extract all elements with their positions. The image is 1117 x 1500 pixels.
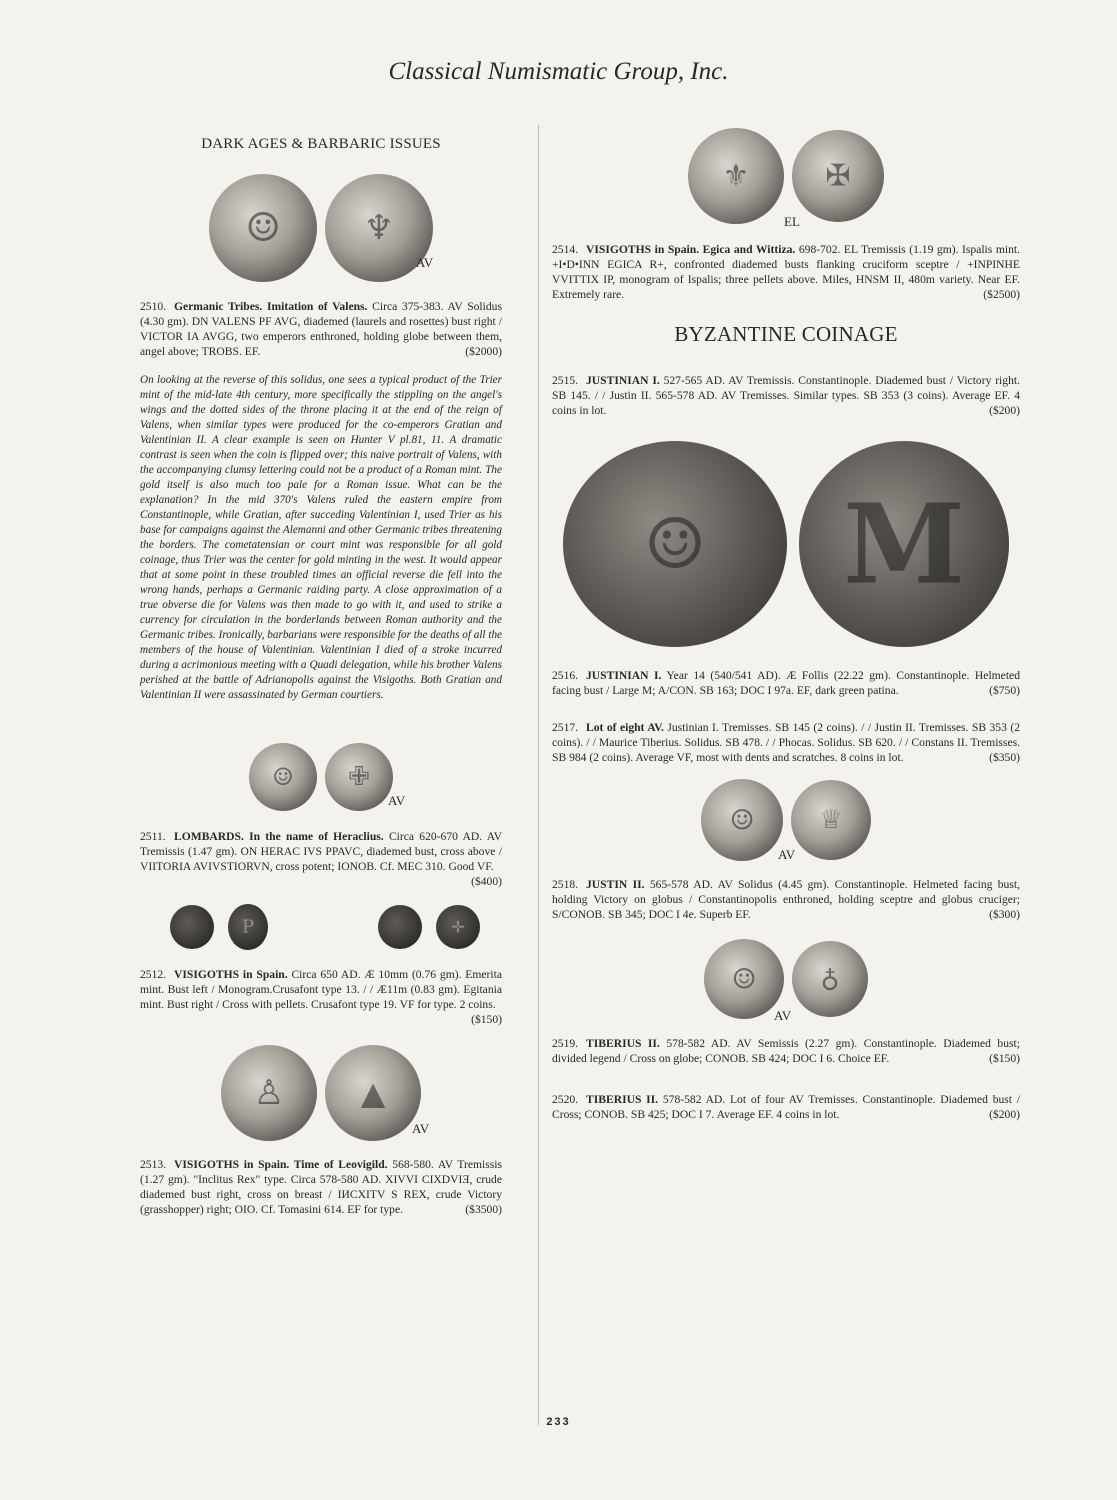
lot-2512 (140, 967, 502, 1027)
lot-number: 2519. (552, 1037, 579, 1050)
lot-price: ($2000) (465, 345, 502, 358)
coin-reverse-image: ✙ (325, 743, 393, 811)
lot-2513 (140, 1157, 502, 1217)
lot-note-2510: On looking at the reverse of this solidus, one sees a typical product of the Trier mint of the mid-late 4th century, more specifically the stippling on the angel's wings and the dotted sides of the throne placing it at the end of the reign of Valens, when similar types were produced for the co-emperors Gratian and Valentinian II. A clear example is seen on Hunter V pl.81, 11. A dramatic contrast is seen when the coin is flipped over; this naive portrait of Valens, with the accompanying clumsy lettering could not be a product of a Roman mint. The gold itself is also much too pale for a Roman issue. What can be the explanation? In the mid 370's Valens ruled the eastern empire from Constantinople, while Gratian, after succeding Valentinian I, used Trier as his base for campaigns against the Alemanni and other Germanic tribes threatening the borders. The cometatensian or court mint was responsible for all gold coinage, thus Trier was the center for gold minting in the west. It would appear that at some point in these troubled times an official reverse die fell into the wrong hands, perhaps a Germanic raiding party. A close approximation of a true obverse die for Valens was then made to go with it, and used to strike a currency for circulation in the borderlands between Roman authority and the Germanic tribes. Ironically, barbarians were responsible for the deaths of all the members of the house of Valentinian. Valentinian I died of a stroke incurred during a acrimonious meeting with a Quadi delegation, while his brother Valens perished at the battle of Adrianopolis against the Visigoths. Both Gratian and Valentinian II were assassinated by German courtiers. (140, 374, 503, 701)
lot-name: JUSTINIAN I. (586, 374, 660, 387)
coin-images-2511 (140, 737, 502, 817)
coin-reverse-image: ▲ (325, 1045, 421, 1141)
lot-price: ($200) (989, 1108, 1020, 1121)
lot-number: 2517. (552, 721, 579, 734)
lot-2514 (552, 242, 1020, 302)
lot-price: ($400) (471, 875, 502, 888)
lot-description: Circa 650 AD. Æ 10mm (0.76 gm). Emerita mint. Bust left / Monogram.Crusafont type 13. / / Æ11m (0.83 gm). Egitania mint. Bust right / Cross with pellets. Crusafont type 19. VF for type. 2 coins. (140, 968, 502, 1011)
lot-name: JUSTIN II. (586, 878, 645, 891)
right-column (552, 110, 1020, 1122)
lot-2510 (140, 299, 502, 359)
coin-images-2513 (140, 1043, 502, 1143)
metal-label: AV (412, 1121, 430, 1136)
coin-obverse-image: ☺ (704, 939, 784, 1019)
lot-name: VISIGOTHS in Spain. Egica and Wittiza. (586, 243, 796, 256)
lot-description: Circa 375-383. AV Solidus (4.30 gm). DN VALENS PF AVG, diademed (laurels and rosettes) bust right / VICTOR IA AVGG, two emperors enthroned, holding globe between them, angel above; TROBS. EF. (140, 300, 502, 358)
coin-images-2519 (552, 936, 1020, 1022)
lot-number: 2510. (140, 300, 167, 313)
lot-description: 565-578 AD. AV Solidus (4.45 gm). Constantinople. Helmeted facing bust, holding Victory on globus / Constantinopolis enthroned, holding sceptre and globus cruciger; S/CONOB. SB 345; DOC I 4e. Superb EF. (552, 878, 1020, 921)
lot-description: 578-582 AD. Lot of four AV Tremisses. Constantinople. Diademed bust / Cross; CONOB. SB 425; DOC I 7. Average EF. 4 coins in lot. (552, 1093, 1020, 1121)
lot-price: ($150) (471, 1013, 502, 1026)
lot-number: 2513. (140, 1158, 167, 1171)
section-title-byzantine: BYZANTINE COINAGE (674, 322, 898, 346)
lot-description: 578-582 AD. AV Semissis (2.27 gm). Constantinople. Diademed bust; divided legend / Cross on globe; CONOB. SB 424; DOC I 6. Choice EF. (552, 1037, 1020, 1065)
lot-description: Circa 620-670 AD. AV Tremissis (1.47 gm). ON HERAC IVS PPAVC, diademed bust, cross above / VIITORIA AVIVSTIORVN, cross potent; IONOB. Cf. MEC 310. Good VF. (140, 830, 503, 873)
lot-description: 568-580. AV Tremissis (1.27 gm). "Inclitus Rex" type. Circa 578-580 AD. XIVVI CIXDVIƎ, crude diademed bust right, cross on breast / IИCXITV S REX, crude Victory (grasshopper) right; OIO. Cf. Tomasini 614. EF for type. (140, 1158, 502, 1216)
lot-2520 (552, 1092, 1020, 1122)
lot-name: TIBERIUS II. (586, 1037, 660, 1050)
metal-label: AV (778, 847, 796, 862)
lot-2519 (552, 1036, 1020, 1066)
lot-price: ($750) (989, 684, 1020, 697)
lot-name: VISIGOTHS in Spain. (174, 968, 288, 981)
lot-2515 (552, 373, 1020, 418)
coin-images-2510 (140, 173, 502, 283)
lot-price: ($3500) (465, 1203, 502, 1216)
coin-obverse-image (170, 905, 214, 949)
lot-number: 2511. (140, 830, 166, 843)
coin-images-2514 (552, 120, 1020, 232)
lot-description: 527-565 AD. AV Tremissis. Constantinople. Diademed bust / Victory right. SB 145. / / Justin II. 565-578 AD. AV Tremisses. Similar types. SB 353 (3 coins). Average EF. 4 coins in lot. (552, 374, 1020, 417)
coin-images-2516 (552, 438, 1020, 650)
coin-images-2518 (552, 777, 1020, 863)
coin-obverse-image: ☺ (209, 174, 317, 282)
lot-name: Germanic Tribes. Imitation of Valens. (174, 300, 368, 313)
coin-reverse-image: P (228, 904, 268, 950)
coin-reverse-image: ✛ (436, 905, 480, 949)
coin-obverse-image: ☺ (249, 743, 317, 811)
coin-reverse-image: ♕ (791, 780, 871, 860)
catalog-header: Classical Numismatic Group, Inc. (388, 58, 729, 85)
lot-2518 (552, 877, 1020, 922)
lot-price: ($2500) (983, 288, 1020, 301)
lot-price: ($150) (989, 1052, 1020, 1065)
lot-name: JUSTINIAN I. (586, 669, 662, 682)
metal-label: AV (774, 1008, 792, 1023)
lot-description: Justinian I. Tremisses. SB 145 (2 coins). / / Justin II. Tremisses. SB 353 (2 coins). / / Maurice Tiberius. Solidus. SB 478. / / Phocas. Solidus. SB 620. / / Constans II. Tremisses. SB 984 (2 coins). Average VF, most with dents and scratches. 8 coins in lot. (552, 721, 1021, 764)
lot-name: TIBERIUS II. (586, 1093, 659, 1106)
lot-price: ($350) (989, 751, 1020, 764)
lot-2511 (140, 829, 502, 889)
lot-number: 2512. (140, 968, 167, 981)
coin-obverse-image: ♙ (221, 1045, 317, 1141)
lot-name: VISIGOTHS in Spain. Time of Leovigild. (174, 1158, 388, 1171)
lot-description: 698-702. EL Tremissis (1.19 gm). Ispalis mint. +I•D•INN EGICA R+, confronted diademed busts flanking cruciform sceptre / +INPINHE VVITTIX IP, monogram of Ispalis; three pellets above. Miles, HNSM II, 480m variety. Near EF. Extremely rare. (552, 243, 1020, 301)
lot-number: 2515. (552, 374, 579, 387)
coin-obverse-image (378, 905, 422, 949)
metal-label: AV (416, 255, 434, 270)
lot-number: 2520. (552, 1093, 579, 1106)
coin-reverse-image: ♁ (792, 941, 868, 1017)
lot-price: ($200) (989, 404, 1020, 417)
lot-2516 (552, 668, 1020, 698)
lot-number: 2514. (552, 243, 579, 256)
lot-description: Year 14 (540/541 AD). Æ Follis (22.22 gm). Constantinople. Helmeted facing bust / Large M; A/CON. SB 163; DOC I 97a. EF, dark green patina. (552, 669, 1020, 697)
coin-obverse-image: ⚜ (688, 128, 784, 224)
column-divider (538, 125, 539, 1425)
lot-price: ($300) (989, 908, 1020, 921)
lot-number: 2516. (552, 669, 579, 682)
coin-obverse-image: ☺ (701, 779, 783, 861)
page-number: 233 (546, 1416, 571, 1428)
section-title-dark-ages: DARK AGES & BARBARIC ISSUES (201, 136, 441, 152)
lot-name: LOMBARDS. In the name of Heraclius. (174, 830, 384, 843)
lot-name: Lot of eight AV. (586, 721, 664, 734)
left-column (140, 110, 502, 1217)
lot-number: 2518. (552, 878, 579, 891)
metal-label: EL (784, 214, 800, 229)
coin-reverse-image: ♆ (325, 174, 433, 282)
metal-label: AV (388, 793, 406, 808)
coin-obverse-image: ☺ (563, 441, 787, 647)
coin-reverse-image: M (799, 441, 1009, 647)
lot-2517 (552, 720, 1020, 765)
coin-reverse-image: ✠ (792, 130, 884, 222)
coin-images-2512 (140, 897, 502, 957)
